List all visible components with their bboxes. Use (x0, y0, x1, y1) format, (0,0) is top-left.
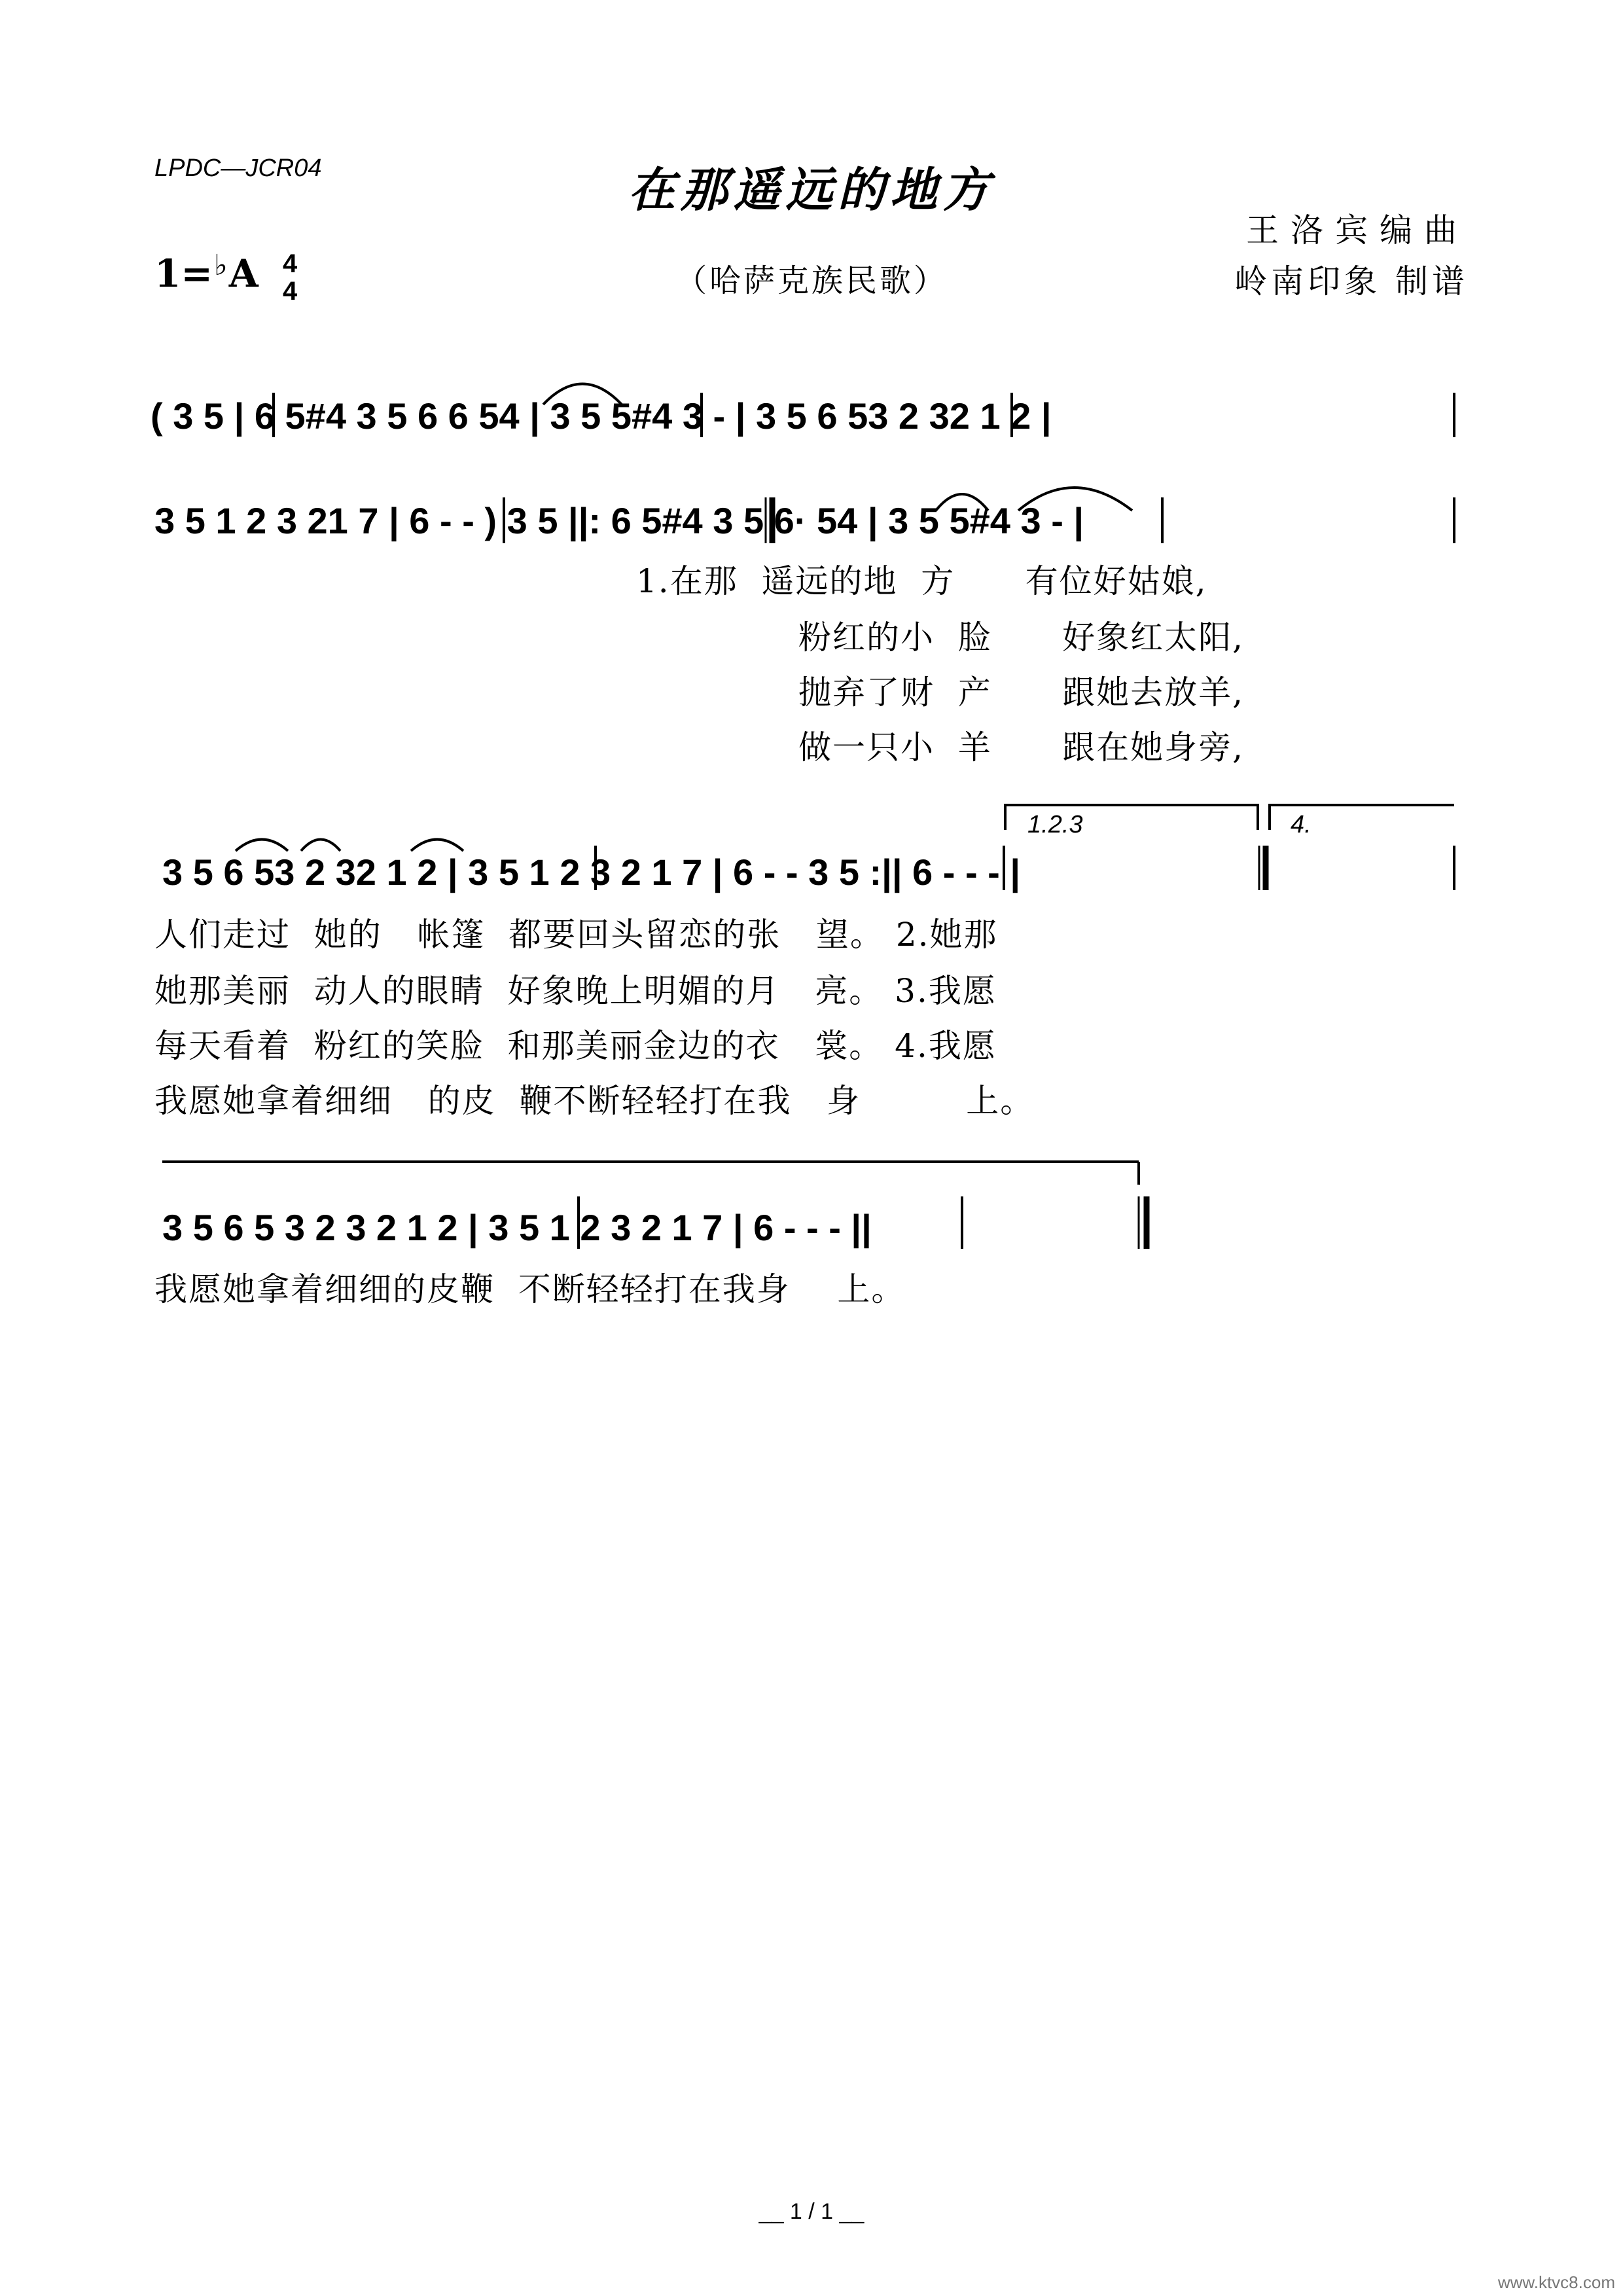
key-note: A (228, 251, 259, 296)
notation-line-2: 3 5 1 2 3 21 7 | 6 - - ) 3 5 ||: 6 5#4 3 5 6· 54 | 3 5 5#4 3 - | (154, 500, 1084, 541)
key-prefix: 1= (154, 251, 213, 296)
lyric-line: 做一只小 羊 跟在她身旁, (798, 728, 1245, 766)
lyric-line: 我愿她拿着细细的皮鞭 不断轻轻打在我身 上。 (154, 1270, 906, 1308)
time-top: 4 (283, 249, 298, 278)
notation-line-3: 3 5 6 53 2 32 1 2 | 3 5 1 2 3 2 1 7 | 6 - - 3 5 :|| 6 - - - | (162, 852, 1021, 893)
lyric-line: 人们走过 她的 帐篷 都要回头留恋的张 望。 2.她那 (154, 916, 998, 954)
engraver-credit: 岭南印象 制谱 (1234, 262, 1469, 300)
arranger-credit: 王洛宾编曲 (1246, 211, 1469, 249)
lyric-line: 抛弃了财 产 跟她去放羊, (798, 673, 1245, 711)
page-title: 在那遥远的地方 (628, 162, 995, 217)
lyric-line: 粉红的小 脸 好象红太阳, (798, 619, 1245, 656)
lyric-line: 我愿她拿着细细 的皮 鞭不断轻轻打在我 身 上。 (154, 1082, 1035, 1120)
lyric-line: 1.在那 遥远的地 方 有位好姑娘, (636, 562, 1207, 600)
volta-2: 4. (1291, 811, 1311, 838)
volta-1: 1.2.3 (1027, 811, 1083, 838)
time-bottom: 4 (283, 277, 298, 306)
watermark: www.ktvc8.com (1497, 2272, 1615, 2292)
flat-sign: ♭ (213, 249, 228, 282)
page-number: __ 1 / 1 __ (758, 2199, 865, 2224)
notation-line-1: ( 3 5 | 6 5#4 3 5 6 6 54 | 3 5 5#4 3 - | 3 5 6 53 2 32 1 2 | (151, 395, 1052, 437)
score-code: LPDC—JCR04 (154, 154, 322, 182)
lyric-line: 每天看着 粉红的笑脸 和那美丽金边的衣 裳。 4.我愿 (154, 1027, 997, 1065)
lyric-line: 她那美丽 动人的眼睛 好象晚上明媚的月 亮。 3.我愿 (154, 972, 997, 1010)
notation-line-4: 3 5 6 5 3 2 3 2 1 2 | 3 5 1 2 3 2 1 7 | 6 - - - || (162, 1207, 872, 1248)
subtitle: （哈萨克族民歌） (675, 262, 948, 299)
